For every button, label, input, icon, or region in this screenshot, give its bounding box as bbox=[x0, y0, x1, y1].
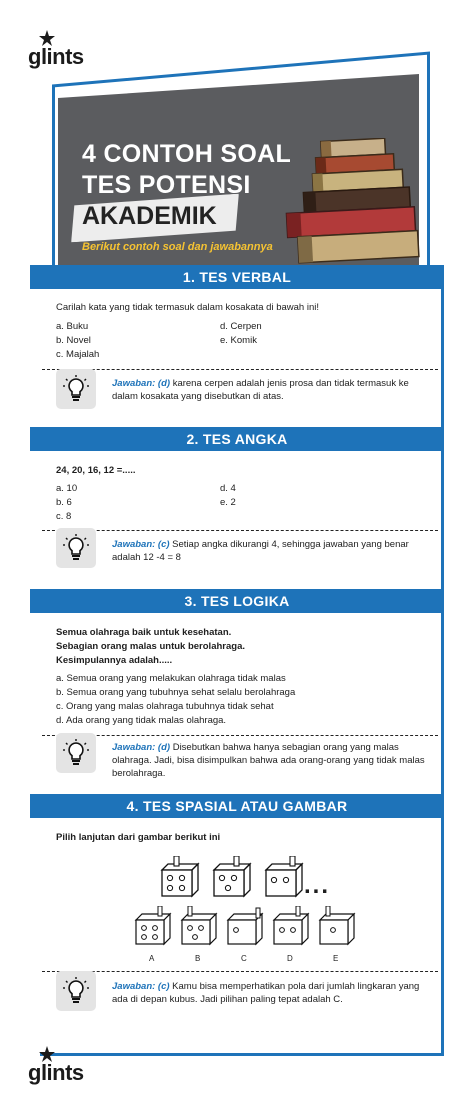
answer-text: karena cerpen adalah jenis prosa dan tidak termasuk ke dalam kosakata yang disebutkan di atas. bbox=[112, 378, 409, 402]
choice-label-e: E bbox=[333, 954, 339, 963]
choice-cube-b bbox=[182, 906, 216, 944]
angka-option-d: d. 4 bbox=[220, 483, 236, 494]
answer-key: Jawaban: (d) bbox=[112, 378, 171, 389]
spasial-question: Pilih lanjutan dari gambar berikut ini bbox=[56, 832, 221, 843]
verbal-option-a: a. Buku bbox=[56, 321, 89, 332]
sequence-cube-3 bbox=[266, 856, 302, 896]
header-title-line3: AKADEMIK bbox=[82, 202, 217, 230]
header-title-line2: TES POTENSI bbox=[82, 171, 251, 199]
brand-logo bbox=[28, 30, 98, 70]
sequence-cubes bbox=[160, 856, 310, 898]
brand-name: glints bbox=[28, 44, 84, 69]
choice-label-c: C bbox=[241, 954, 247, 963]
choice-cube-e bbox=[320, 906, 354, 944]
choice-cube-a bbox=[136, 906, 170, 944]
choice-label-b: B bbox=[195, 954, 201, 963]
divider bbox=[42, 530, 438, 531]
verbal-answer bbox=[112, 377, 430, 403]
spasial-answer bbox=[112, 980, 430, 1006]
angka-question: 24, 20, 16, 12 =..... bbox=[56, 465, 136, 476]
logika-premise-1: Semua olahraga baik untuk kesehatan. bbox=[56, 627, 232, 638]
logika-premise-3: Kesimpulannya adalah..... bbox=[56, 655, 173, 666]
verbal-option-b: b. Novel bbox=[56, 335, 91, 346]
logika-answer bbox=[112, 741, 430, 780]
verbal-option-e: e. Komik bbox=[220, 335, 257, 346]
divider bbox=[42, 971, 438, 972]
choice-cube-c bbox=[228, 908, 262, 944]
section-heading-angka: 2. TES ANGKA bbox=[30, 427, 444, 451]
angka-option-e: e. 2 bbox=[220, 497, 236, 508]
footer-brand-logo bbox=[28, 1046, 98, 1086]
logika-option-d: d. Ada orang yang tidak malas olahraga. bbox=[56, 715, 227, 726]
sequence-cube-1 bbox=[162, 856, 198, 896]
choice-label-d: D bbox=[287, 954, 293, 963]
answer-text: Kamu bisa memperhatikan pola dari jumlah lingkaran yang ada di depan kubus. Jadi pilihan paling tepat adalah C. bbox=[112, 981, 420, 1005]
answer-key: Jawaban: (c) bbox=[112, 981, 170, 992]
answer-key: Jawaban: (c) bbox=[112, 539, 170, 550]
angka-option-a: a. 10 bbox=[56, 483, 78, 494]
angka-answer bbox=[112, 538, 430, 564]
section-heading-spasial: 4. TES SPASIAL ATAU GAMBAR bbox=[30, 794, 444, 818]
brand-name: glints bbox=[28, 1060, 84, 1085]
section-heading-verbal: 1. TES VERBAL bbox=[30, 265, 444, 289]
lightbulb-icon bbox=[56, 528, 96, 568]
lightbulb-icon bbox=[56, 971, 96, 1011]
header-subtitle: Berikut contoh soal dan jawabannya bbox=[82, 241, 273, 253]
divider bbox=[42, 735, 438, 736]
sequence-ellipsis: ... bbox=[304, 872, 331, 899]
logika-premise-2: Sebagian orang malas untuk berolahraga. bbox=[56, 641, 245, 652]
verbal-option-c: c. Majalah bbox=[56, 349, 100, 360]
logika-option-b: b. Semua orang yang tubuhnya sehat selalu berolahraga bbox=[56, 687, 296, 698]
logika-option-a: a. Semua orang yang melakukan olahraga tidak malas bbox=[56, 673, 286, 684]
lightbulb-icon bbox=[56, 369, 96, 409]
lightbulb-icon bbox=[56, 733, 96, 773]
angka-option-b: b. 6 bbox=[56, 497, 72, 508]
answer-key: Jawaban: (d) bbox=[112, 742, 171, 753]
sequence-cube-2 bbox=[214, 856, 250, 896]
section-heading-logika: 3. TES LOGIKA bbox=[30, 589, 444, 613]
choice-label-a: A bbox=[149, 954, 155, 963]
header-title-line1: 4 CONTOH SOAL bbox=[82, 140, 292, 168]
choice-cube-d bbox=[274, 906, 308, 944]
books-illustration bbox=[282, 138, 422, 268]
verbal-option-d: d. Cerpen bbox=[220, 321, 262, 332]
logika-option-c: c. Orang yang malas olahraga tubuhnya tidak sehat bbox=[56, 701, 274, 712]
angka-option-c: c. 8 bbox=[56, 511, 72, 522]
verbal-question: Carilah kata yang tidak termasuk dalam kosakata di bawah ini! bbox=[56, 302, 319, 313]
answer-text: Setiap angka dikurangi 4, sehingga jawaban yang benar adalah 12 -4 = 8 bbox=[112, 539, 409, 563]
divider bbox=[42, 369, 438, 370]
choice-cubes bbox=[134, 906, 364, 954]
answer-text: Disebutkan bahwa hanya sebagian orang yang malas olahraga. Jadi, bisa disimpulkan bahwa ada orang-orang yang tidak malas berolahraga. bbox=[112, 742, 425, 779]
